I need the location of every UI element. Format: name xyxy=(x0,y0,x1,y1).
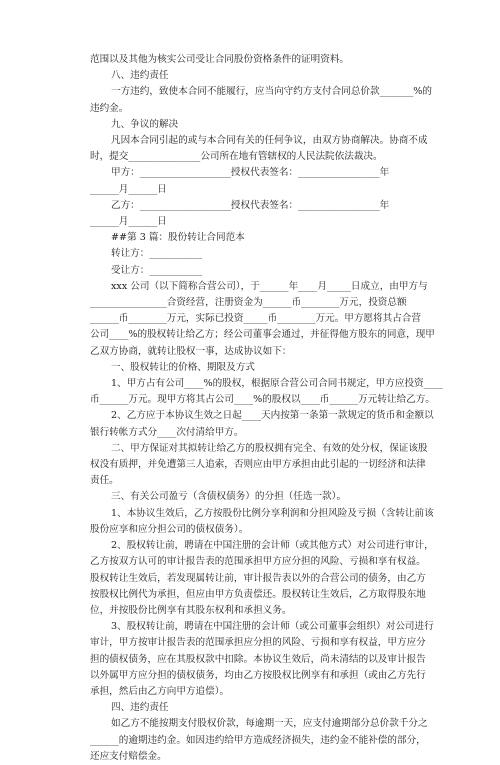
text-line: 一、股权转让的价格、期限及方式 xyxy=(111,361,255,373)
text-line: ________________合资经营，注册资金为______币________万元，投资总额 xyxy=(90,297,407,309)
text-line: 股权转让生效后，若发现属转让前，审计报告表以外的合营公司的债务，由乙方 xyxy=(90,572,426,584)
document-body xyxy=(90,52,443,765)
text-line: 乙方按双方认可的审计报告表的范围承担甲方应分担的风险、亏损和享有权益。 xyxy=(90,556,426,568)
text-line: 九、争议的解决 xyxy=(111,118,179,130)
text-line: ______币________万元，实际已投资_____币________万元。甲方愿将其占合营 xyxy=(90,313,421,325)
text-line: 位，并按股份比例享有其股东权利和承担义务。 xyxy=(90,604,292,616)
text-line: 按股权比例代为承担，但应由甲方负责偿还。股权转让生效后，乙方取得股东地 xyxy=(90,588,426,600)
text-line: 公司____%的股权转让给乙方；经公司董事会通过，并征得他方股东的同意，现甲 xyxy=(90,329,435,341)
text-line: 还应支付赔偿金。 xyxy=(90,750,167,762)
text-line: 股份应享和应分担公司的债权债务）。 xyxy=(90,523,249,535)
text-line: ______的逾期违约金。如因违约给甲方造成经济损失，违约金不能补偿的部分， xyxy=(90,734,426,746)
text-line: 承担，然后由乙方向甲方追偿）。 xyxy=(90,685,230,697)
text-line: 二、甲方保证对其拟转让给乙方的股权拥有完全、有效的处分权，保证该股 xyxy=(111,442,428,454)
text-line: 权没有质押，并免遭第三人追索，否则应由甲方承担由此引起的一切经济和法律 xyxy=(90,459,426,471)
text-line: 币______万元。现甲方将其占公司____%的股权以____币______万元转让给乙方。 xyxy=(90,394,435,406)
text-line: 3、股权转让前，聘请在中国注册的会计师（或公司董事会组织）对公司进行 xyxy=(111,621,434,633)
text-line: 乙方：___________________授权代表签名：_________________年 xyxy=(111,199,390,211)
text-line: 范围以及其他为核实公司受让合同股份资格条件的证明资料。 xyxy=(90,54,350,65)
text-line: 审计，甲方按审计报告表的范围承担应分担的风险、亏损和享有权益，甲方应分 xyxy=(90,637,426,649)
text-line: 2、乙方应于本协议生效之日起____天内按第一条第一款规定的货币和金额以 xyxy=(111,410,434,422)
text-line: 1、甲方占有公司____%的股权，根据原合营公司合同书规定，甲方应投资____ xyxy=(111,378,443,390)
text-line: 甲方：___________________授权代表签名：_________________年 xyxy=(111,167,390,179)
text-line: 违约金。 xyxy=(90,102,129,114)
text-line: 三、有关公司盈亏（含债权债务）的分担（任选一款）。 xyxy=(111,491,347,503)
text-line: ______月______日 xyxy=(90,183,167,195)
text-line: 凡因本合同引起的或与本合同有关的任何争议，由双方协商解决。协商不成 xyxy=(111,135,428,147)
text-line: 1、本协议生效后，乙方按股份比例分享利润和分担风险及亏损（含转让前该 xyxy=(111,507,434,519)
text-line: 四、违约责任 xyxy=(111,702,169,714)
text-line: xxx 公司（以下简称合营公司），于______年____月_____日成立，由甲方与 xyxy=(111,280,428,292)
text-line: 时，提交_______________公司所在地有管辖权的人民法院依法裁决。 xyxy=(90,151,383,163)
text-line: 一方违约，致使本合同不能履行，应当向守约方支付合同总价款_______%的 xyxy=(111,86,432,98)
text-line: 受让方：___________ xyxy=(111,264,203,276)
text-line: 银行转帐方式分____次付清给甲方。 xyxy=(90,426,244,438)
text-line: 如乙方不能按期支付股权价款，每逾期一天，应支付逾期部分总价款千分之 xyxy=(111,718,428,730)
text-line: 担的债权债务，应在其股权款中扣除。本协议生效后，尚未清结的以及审计报告 xyxy=(90,653,426,665)
text-line: ______月______日 xyxy=(90,216,167,228)
text-line: 责任。 xyxy=(90,475,119,487)
text-line: 以外属甲方应分担的债权债务，均由乙方按股权比例享有和承担（或由乙方先行 xyxy=(90,669,426,681)
text-line: 转让方：___________ xyxy=(111,248,203,260)
text-line: ##第 3 篇：股份转让合同范本 xyxy=(111,232,245,244)
text-line: 八、违约责任 xyxy=(111,70,169,82)
text-line: 2、股权转让前，聘请在中国注册的会计师（或其他方式）对公司进行审计， xyxy=(111,540,434,552)
text-line: 乙双方协商，就转让股权一事，达成协议如下： xyxy=(90,345,292,357)
